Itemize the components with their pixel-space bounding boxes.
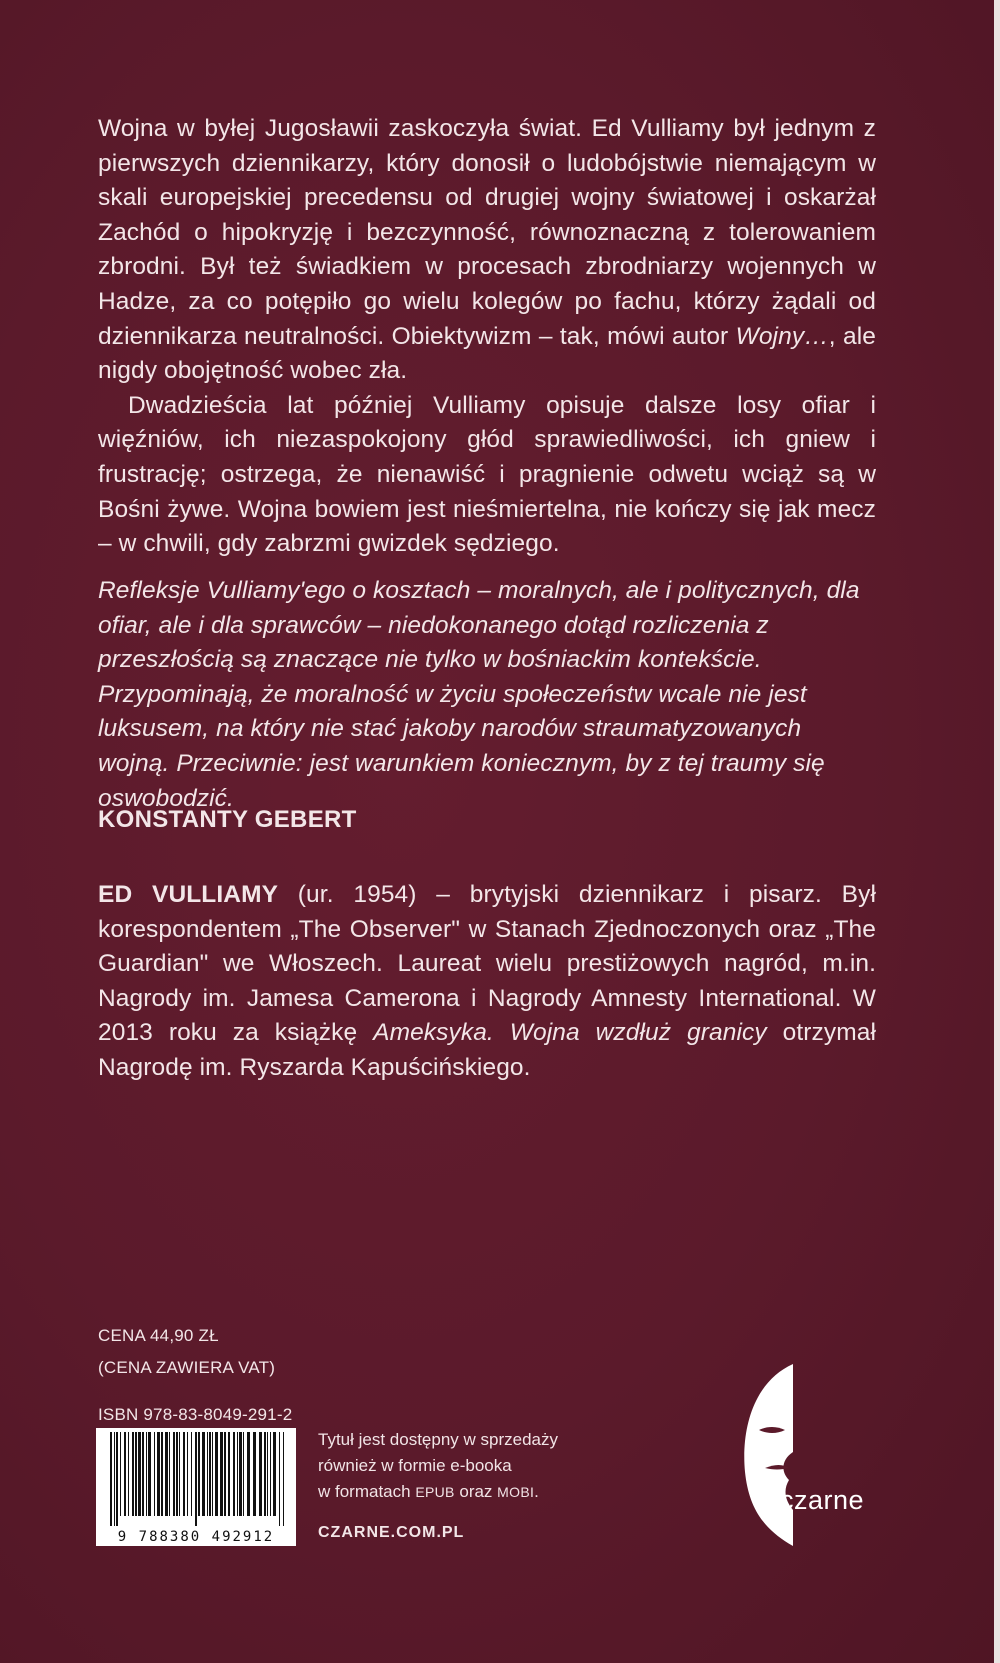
barcode-bar [243,1432,244,1516]
barcode-bar [228,1432,230,1516]
barcode-bar [220,1432,223,1516]
barcode-bar [116,1432,118,1526]
barcode-bar [132,1432,134,1516]
barcode-bar [148,1432,151,1516]
barcode-bar [270,1432,271,1516]
barcode-bar [212,1432,213,1516]
blurb-p1-end: , ale nigdy obojętność wobec zła. [98,322,876,385]
barcode-bar [128,1432,129,1516]
blurb-p1-title: Wojny… [735,322,829,350]
ebook-info-line-3-start: w formatach [318,1482,416,1501]
barcode-bar [165,1432,168,1516]
barcode-bar [154,1432,155,1516]
isbn-label: ISBN 978-83-8049-291-2 [98,1405,293,1424]
review-text: Refleksje Vulliamy'ego o kosztach – moralnych, ale i politycznych, dla ofiar, ale i dla sprawców – niedokonanego dotąd rozliczenia z przeszłością są znaczące nie tylko w bośniackim kontekście. Przypominają, że moralność w życiu społeczeństw wcale nie jest luksusem, na który nie stać jakoby narodów straumatyzowanych wojną. Przeciwnie: jest warunkiem koniecznym, by z tej traumy się oswobodzić. [98,577,860,812]
barcode-bar [239,1432,242,1516]
barcode-bar [247,1432,250,1516]
bio-text-2: otrzymał Nagrodę im. Ryszarda Kapuścińskiego. [98,1019,877,1081]
barcode-bar [110,1432,112,1526]
barcode-bar [207,1432,208,1516]
barcode-bar [138,1432,141,1516]
barcode-bar [273,1432,276,1516]
blurb-paragraph-2: Dwadzieścia lat później Vulliamy opisuje dalsze losy ofiar i więźniów, ich niezaspokojony głód sprawiedliwości, ich gniew i frustrację; ostrzega, że nienawiść i pragnienie odwetu wciąż są w Bośni żywe. Wojna bowiem jest nieśmiertelna, nie kończy się jak mecz – w chwili, gdy zabrzmi gwizdek sędziego. [98,391,876,558]
barcode-bar [209,1432,211,1516]
barcode-bar [114,1432,115,1526]
publisher-logo-icon [735,1360,875,1550]
author-bio [98,878,876,1086]
barcode-bar [215,1432,218,1516]
barcode-bar [179,1432,180,1516]
barcode-bar [161,1432,163,1516]
barcode-bars [96,1428,296,1528]
author-name: ED VULLIAMY [98,881,279,908]
barcode-bar [264,1432,266,1516]
barcode-bar [198,1432,200,1516]
vat-note: (CENA ZAWIERA VAT) [98,1358,276,1377]
barcode-bar [173,1432,175,1516]
format-epub: EPUB [415,1484,455,1500]
barcode-bar [191,1432,192,1516]
ebook-info-line-1: Tytuł jest dostępny w sprzedaży [318,1430,559,1449]
bio-text-1: (ur. 1954) – brytyjski dziennikarz i pisarz. Był korespondentem „The Observer" w Stanach Zjednoczonych oraz „The Guardian" we Włoszech. Laureat wielu prestiżowych nagród, m.in. Nagrody im. Jamesa Camerona i Nagrody Amnesty International. W 2013 roku za książkę [98,881,876,1047]
barcode-bar [267,1432,268,1516]
barcode-bar [142,1432,144,1516]
barcode-bar [279,1432,280,1526]
review-quote [98,574,876,816]
barcode-bar [195,1432,197,1526]
barcode-bar [233,1432,235,1516]
barcode-digits: 9 788380 492912 [117,1529,275,1545]
barcode-bar [135,1432,137,1516]
ebook-info-line-3 [318,1479,539,1505]
barcode-bar [237,1432,238,1516]
barcode-bar [124,1432,126,1516]
blurb-p1-text: Wojna w byłej Jugosławii zaskoczyła świat. Ed Vulliamy był jednym z pierwszych dziennikarzy, który donosił o ludobójstwie niemającym w skali europejskiej precedensu od drugiej wojny światowej i oskarżał Zachód o hipokryzję i bezczynność, równoznaczną z tolerowaniem zbrodni. Był też świadkiem w procesach zbrodniarzy wojennych w Hadze, za co potępiło go wielu kolegów po fachu, którzy żądali od dziennikarza neutralności. Obiektywizm – tak, mówi autor [98,115,876,350]
barcode-bar [169,1432,170,1516]
publisher-website: CZARNE.COM.PL [318,1524,465,1541]
price-label: CENA 44,90 ZŁ [98,1326,219,1345]
ebook-info-line-2: również w formie e-booka [318,1456,512,1475]
barcode-bar [259,1432,262,1516]
barcode-bar [187,1432,188,1516]
barcode-bar [176,1432,178,1516]
bio-book-title: Ameksyka. Wojna wzdłuż granicy [373,1019,767,1047]
logo-face-shape [744,1364,793,1546]
ebook-info-line-3-mid: oraz [454,1482,498,1501]
barcode-bar [253,1432,256,1516]
format-mobi: MOBI [497,1484,535,1500]
barcode-bar [202,1432,205,1516]
barcode-bar [146,1432,147,1516]
ebook-info-line-3-end: . [534,1482,539,1501]
book-blurb [98,112,876,562]
barcode-bar [157,1432,160,1516]
publisher-logo-text: czarne [780,1485,865,1515]
barcode-bar [224,1432,226,1516]
barcode-bar [120,1432,121,1516]
barcode [96,1428,296,1546]
blurb-paragraph-1 [98,112,876,389]
review-author: KONSTANTY GEBERT [98,806,357,833]
bio-paragraph [98,878,876,1086]
barcode-bar [183,1432,185,1516]
page-edge [994,0,1000,1663]
barcode-bar [283,1432,284,1526]
